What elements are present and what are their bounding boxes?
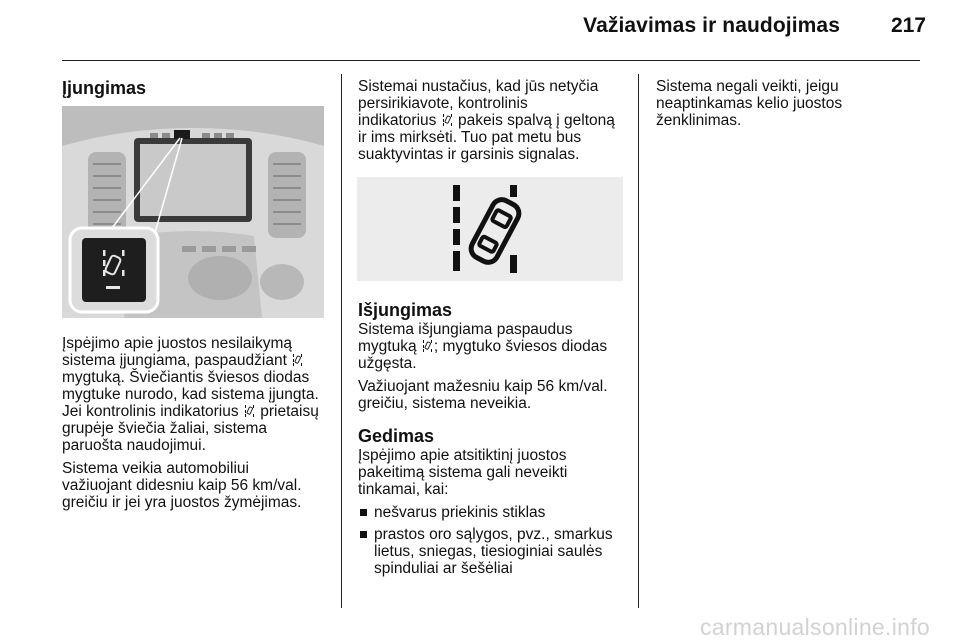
paragraph-activation (62, 335, 337, 454)
header-rule (62, 60, 920, 61)
text-line: užgęsta. (358, 355, 417, 372)
column-3 (656, 78, 926, 135)
text-line: pakeitimą sistema gali neveikti (358, 464, 568, 481)
lane-departure-warning-icon (443, 113, 452, 126)
text-line: grupėje šviečia žaliai, sistema (62, 420, 268, 437)
text-line: Sistema negali veikti, jeigu (656, 78, 839, 95)
running-header-title: Važiavimas ir naudojimas (583, 14, 840, 37)
text-line: Važiuojant mažesniu kaip 56 km/val. (358, 378, 608, 395)
paragraph-deactivation (358, 321, 633, 372)
column-rule-1 (341, 74, 342, 608)
lane-departure-warning-icon (423, 339, 432, 352)
paragraph-fault (358, 447, 633, 498)
paragraph-low-speed (358, 378, 633, 412)
text-line: ; mygtuko šviesos diodas (433, 338, 608, 355)
lane-departure-icon-panel (357, 177, 623, 281)
text-line: indikatorius (358, 112, 437, 129)
text-line: spinduliai ar šešėliai (374, 560, 513, 577)
text-line: sistema įjungiama, paspaudžiant (62, 352, 287, 369)
text-line: ženklinimas. (656, 112, 742, 129)
text-line: važiuojant didesniu kaip 56 km/val. (62, 477, 302, 494)
column-1 (62, 78, 337, 99)
text-line: ir ims mirksėti. Tuo pat metu bus (358, 129, 582, 146)
column-2-bottom (358, 300, 633, 582)
column-2-top (358, 78, 633, 169)
paragraph-operation (62, 460, 337, 511)
text-line: suaktyvintas ir garsinis signalas. (358, 146, 580, 163)
text-line: nešvarus priekinis stiklas (374, 504, 546, 521)
text-line: lietus, sniegas, tiesioginiai saulės (374, 543, 603, 560)
text-line: Įspėjimo apie atsitiktinį juostos (358, 447, 567, 464)
column-rule-2 (638, 74, 639, 608)
text-line: prietaisų (260, 403, 319, 420)
text-line: mygtuke nurodo, kad sistema įjungta. (62, 386, 319, 403)
text-line: paruošta naudojimui. (62, 437, 206, 454)
text-line: pakeis spalvą į geltoną (458, 112, 615, 129)
heading-fault: Gedimas (358, 426, 435, 446)
list-item (358, 504, 633, 521)
text-line: persirikiavote, kontrolinis (358, 95, 528, 112)
page-number: 217 (890, 14, 926, 37)
text-line: greičiu, sistema neveikia. (358, 395, 532, 412)
text-line: prastos oro sąlygos, pvz., smarkus (374, 526, 613, 543)
fault-conditions-list (358, 504, 633, 577)
text-line: Sistema išjungiama paspaudus (358, 321, 573, 338)
column-1-body (62, 335, 337, 517)
text-line: Sistemai nustačius, kad jūs netyčia (358, 78, 599, 95)
text-line: Įspėjimo apie juostos nesilaikymą (62, 335, 293, 352)
paragraph-warning (358, 78, 633, 163)
lane-departure-warning-icon (293, 353, 302, 366)
text-line: greičiu ir jei yra juostos žymėjimas. (62, 494, 302, 511)
heading-activation: Įjungimas (62, 78, 147, 98)
watermark: carmanualsonline.info (699, 614, 930, 640)
dashboard-photo (62, 106, 324, 318)
text-line: mygtuką (358, 338, 417, 355)
text-line: Jei kontrolinis indikatorius (62, 403, 239, 420)
paragraph-lane-marking (656, 78, 926, 129)
heading-deactivation: Išjungimas (358, 300, 453, 320)
text-line: mygtuką. Šviečiantis šviesos diodas (62, 369, 310, 386)
text-line: Sistema veikia automobiliui (62, 460, 249, 477)
text-line: tinkamai, kai: (358, 481, 449, 498)
lane-departure-warning-icon (357, 177, 623, 281)
lane-departure-warning-icon (245, 404, 254, 417)
list-item (358, 526, 633, 577)
text-line: neaptinkamas kelio juostos (656, 95, 843, 112)
